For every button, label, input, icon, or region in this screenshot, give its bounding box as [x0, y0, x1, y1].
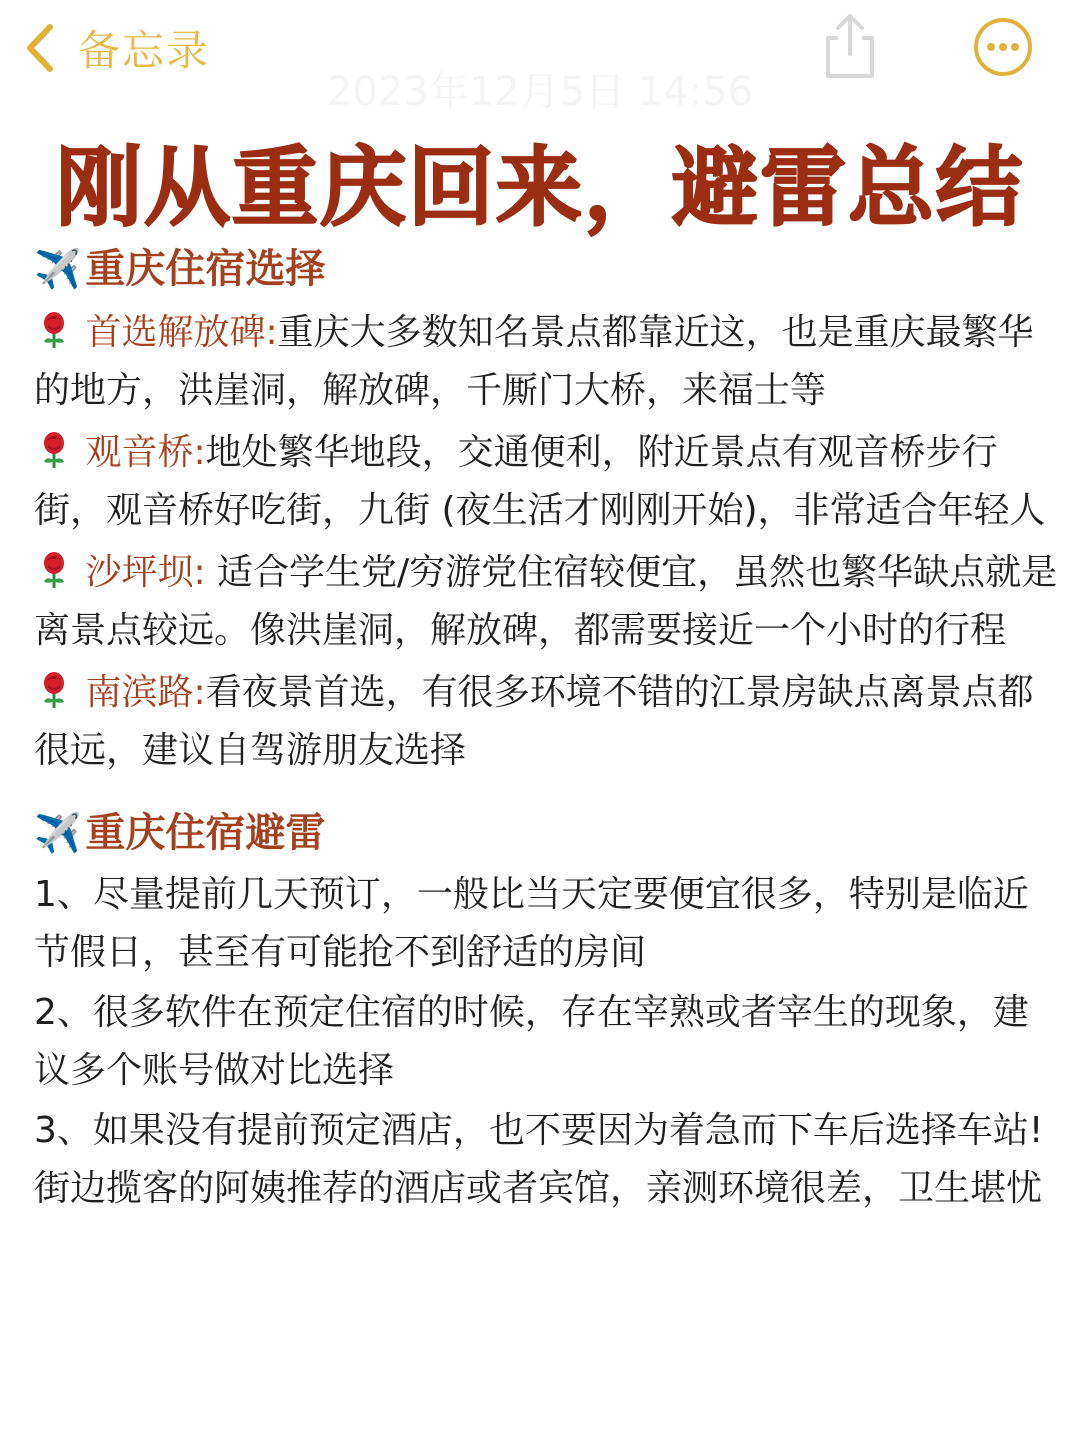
section-heading-text: 重庆住宿避雷 — [85, 810, 326, 856]
place-description: 适合学生党/穷游党住宿较便宜，虽然也繁华缺点就是离景点较远。像洪崖洞，解放碑，都需要接近一个小时的行程 — [34, 552, 1058, 651]
rose-icon — [34, 670, 74, 710]
place-description: 看夜景首选，有很多环境不错的江景房缺点离景点都很远，建议自驾游朋友选择 — [34, 672, 1034, 771]
rose-icon — [34, 430, 74, 470]
rose-icon — [34, 310, 74, 350]
numbered-point: 2、很多软件在预定住宿的时候，存在宰熟或者宰生的现象，建议多个账号做对比选择 — [34, 992, 1029, 1091]
place-name: 观音桥: — [85, 432, 206, 473]
numbered-point: 1、尽量提前几天预订，一般比当天定要便宜很多，特别是临近节假日，甚至有可能抢不到舒适的房间 — [34, 874, 1029, 973]
airplane-icon: ✈️ — [34, 247, 82, 291]
list-item — [34, 664, 1064, 780]
place-description: 重庆大多数知名景点都靠近这，也是重庆最繁华的地方，洪崖洞，解放碑，千厮门大桥，来福士等 — [34, 312, 1034, 411]
airplane-icon: ✈️ — [34, 811, 82, 855]
list-item — [34, 424, 1064, 540]
note-title: 刚从重庆回来，避雷总结 — [56, 138, 1024, 238]
rose-icon — [34, 550, 74, 590]
note-timestamp: 2023年12月5日 14:56 — [326, 69, 754, 115]
list-item — [34, 544, 1064, 660]
list-item — [34, 304, 1064, 420]
section-heading-accommodation-choice — [34, 238, 1064, 300]
place-name: 首选解放碑: — [85, 312, 278, 353]
back-label: 备忘录 — [78, 26, 211, 75]
place-name: 沙坪坝: — [85, 552, 206, 593]
section-heading-text: 重庆住宿选择 — [85, 246, 326, 292]
note-body[interactable] — [34, 238, 1064, 1218]
place-name: 南滨路: — [85, 672, 206, 713]
place-description: 地处繁华地段，交通便利，附近景点有观音桥步行街，观音桥好吃街，九街 (夜生活才刚刚开始)，非常适合年轻人 — [34, 432, 1046, 531]
section-heading-accommodation-pitfalls — [34, 802, 1064, 864]
numbered-point: 3、如果没有提前预定酒店，也不要因为着急而下车后选择车站!街边揽客的阿姨推荐的酒店或者宾馆，亲测环境很差，卫生堪忧 — [34, 1110, 1044, 1209]
